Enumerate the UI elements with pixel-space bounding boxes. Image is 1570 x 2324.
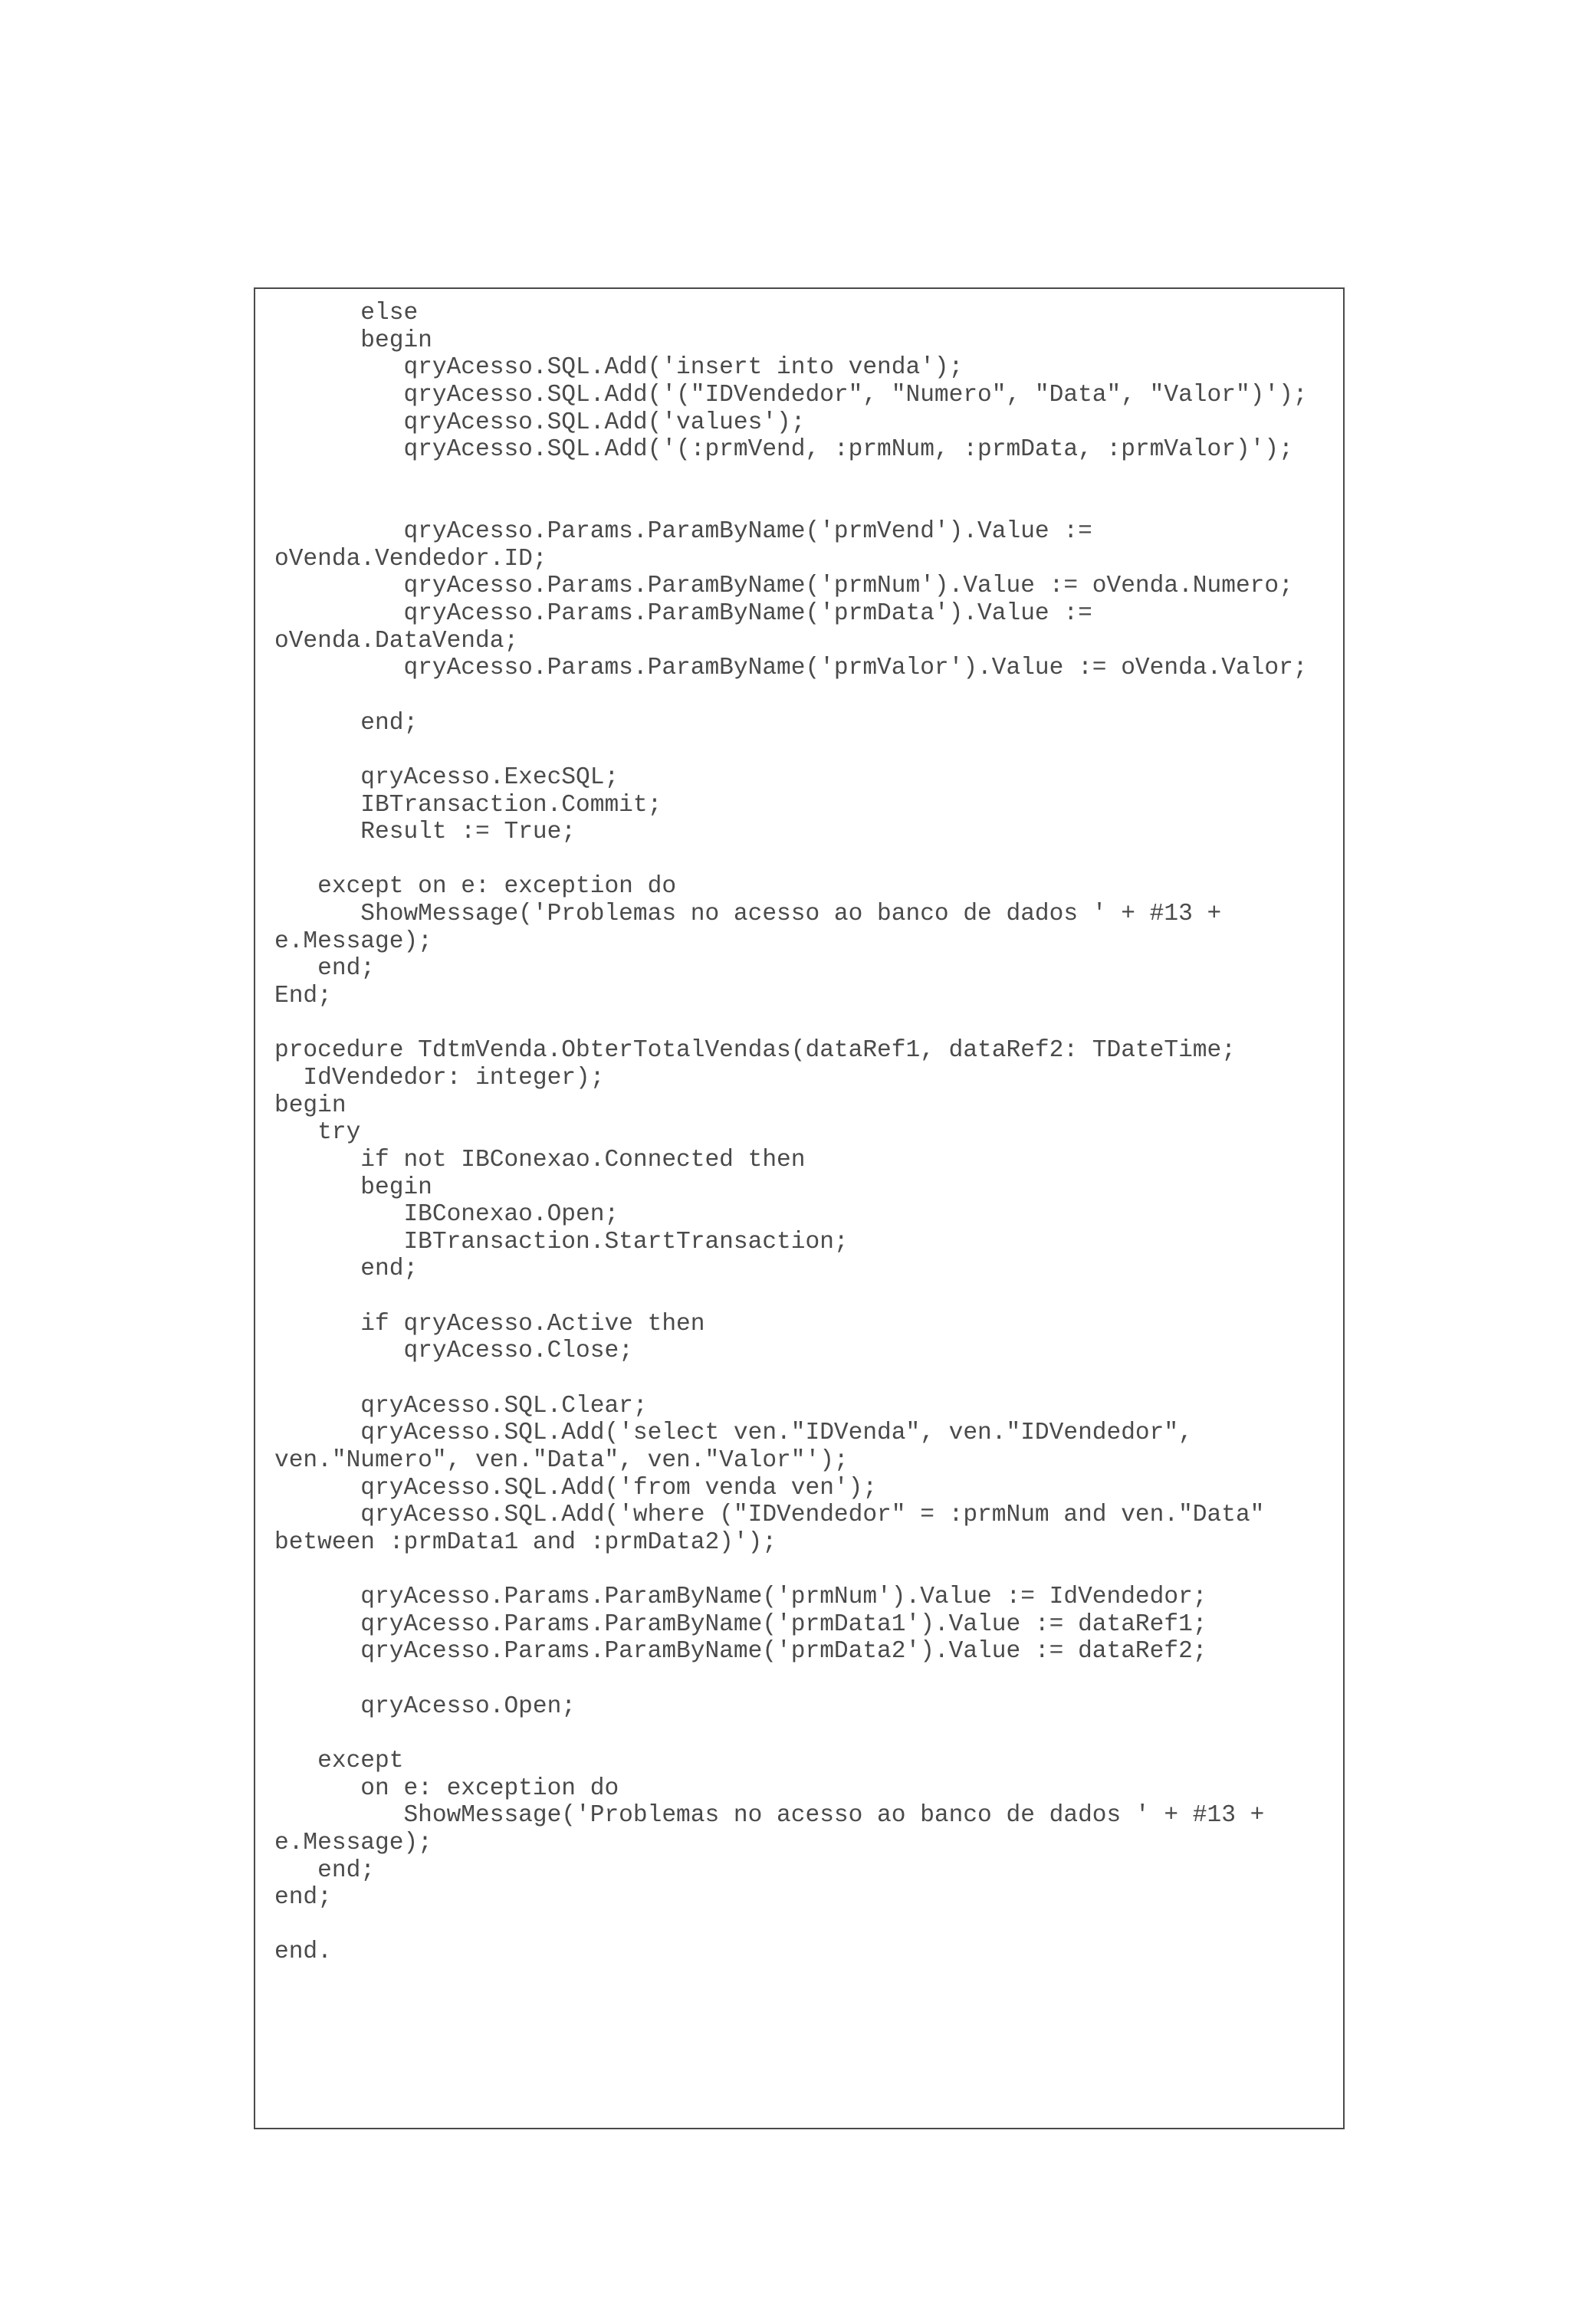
code-line: oVenda.Vendedor.ID; xyxy=(274,545,547,573)
code-line: qryAcesso.Params.ParamByName('prmNum').Value := oVenda.Numero; xyxy=(274,573,1293,600)
code-line xyxy=(274,1010,1335,1038)
code-line: e.Message); xyxy=(274,927,432,955)
code-line xyxy=(274,1283,1335,1311)
code-line xyxy=(274,464,1335,491)
code-line: e.Message); xyxy=(274,1829,432,1856)
code-line: qryAcesso.SQL.Add('values'); xyxy=(274,409,806,436)
code-line: qryAcesso.SQL.Clear; xyxy=(274,1392,648,1420)
code-line: end. xyxy=(274,1938,332,1966)
code-line xyxy=(274,737,1335,764)
code-line: Result := True; xyxy=(274,819,576,846)
code-listing-frame xyxy=(254,287,1345,2129)
code-line xyxy=(274,846,1335,874)
code-line: try xyxy=(274,1119,361,1147)
code-line: qryAcesso.Params.ParamByName('prmData2').Value := dataRef2; xyxy=(274,1638,1207,1666)
code-line: IBTransaction.Commit; xyxy=(274,791,662,819)
code-line xyxy=(274,1912,1335,1939)
code-line: procedure TdtmVenda.ObterTotalVendas(dataRef1, dataRef2: TDateTime; xyxy=(274,1037,1236,1065)
code-line: IdVendedor: integer); xyxy=(274,1064,605,1091)
code-line: End; xyxy=(274,983,332,1010)
code-line: IBConexao.Open; xyxy=(274,1201,619,1229)
code-line: qryAcesso.SQL.Add('("IDVendedor", "Numero", "Data", "Valor")'); xyxy=(274,381,1308,409)
code-line xyxy=(274,491,1335,518)
code-line: qryAcesso.SQL.Add('where ("IDVendedor" = :prmNum and ven."Data" xyxy=(274,1502,1265,1529)
code-line xyxy=(274,682,1335,710)
code-line: oVenda.DataVenda; xyxy=(274,627,519,655)
code-line: qryAcesso.SQL.Add('from venda ven'); xyxy=(274,1474,878,1502)
code-line xyxy=(274,1720,1335,1748)
code-line: end; xyxy=(274,709,419,737)
code-line: except on e: exception do xyxy=(274,873,677,901)
code-line: between :prmData1 and :prmData2)'); xyxy=(274,1528,777,1556)
code-line: qryAcesso.Params.ParamByName('prmValor').Value := oVenda.Valor; xyxy=(274,655,1308,682)
code-line: if not IBConexao.Connected then xyxy=(274,1146,806,1173)
code-line: end; xyxy=(274,1884,332,1912)
code-line: ShowMessage('Problemas no acesso ao banco de dados ' + #13 + xyxy=(274,1802,1265,1830)
code-line: qryAcesso.Params.ParamByName('prmVend').Value := xyxy=(274,518,1092,546)
code-line: end; xyxy=(274,1256,419,1283)
code-line: except xyxy=(274,1747,404,1774)
code-line: on e: exception do xyxy=(274,1774,619,1802)
code-listing xyxy=(274,300,1335,1966)
code-line: qryAcesso.Params.ParamByName('prmData').Value := xyxy=(274,600,1092,628)
code-line: qryAcesso.SQL.Add('select ven."IDVenda", ven."IDVendedor", xyxy=(274,1420,1193,1447)
code-line xyxy=(274,1666,1335,1693)
code-line: qryAcesso.Params.ParamByName('prmNum').Value := IdVendedor; xyxy=(274,1584,1207,1611)
code-line xyxy=(274,1365,1335,1393)
code-line: begin xyxy=(274,327,432,354)
code-line: if qryAcesso.Active then xyxy=(274,1310,705,1338)
code-line: else xyxy=(274,300,419,327)
code-line: end; xyxy=(274,1856,376,1884)
code-line: qryAcesso.SQL.Add('insert into venda'); xyxy=(274,354,964,382)
code-line xyxy=(274,1556,1335,1584)
code-line: begin xyxy=(274,1091,347,1119)
code-line: IBTransaction.StartTransaction; xyxy=(274,1228,849,1256)
code-line: end; xyxy=(274,955,376,983)
code-line: begin xyxy=(274,1173,432,1201)
code-line: qryAcesso.Open; xyxy=(274,1692,576,1720)
code-line: ven."Numero", ven."Data", ven."Valor"'); xyxy=(274,1446,849,1474)
code-line: ShowMessage('Problemas no acesso ao banco de dados ' + #13 + xyxy=(274,901,1222,928)
code-line: qryAcesso.Close; xyxy=(274,1338,633,1365)
code-line: qryAcesso.SQL.Add('(:prmVend, :prmNum, :prmData, :prmValor)'); xyxy=(274,436,1293,464)
code-line: qryAcesso.Params.ParamByName('prmData1').Value := dataRef1; xyxy=(274,1610,1207,1638)
code-line: qryAcesso.ExecSQL; xyxy=(274,763,619,791)
